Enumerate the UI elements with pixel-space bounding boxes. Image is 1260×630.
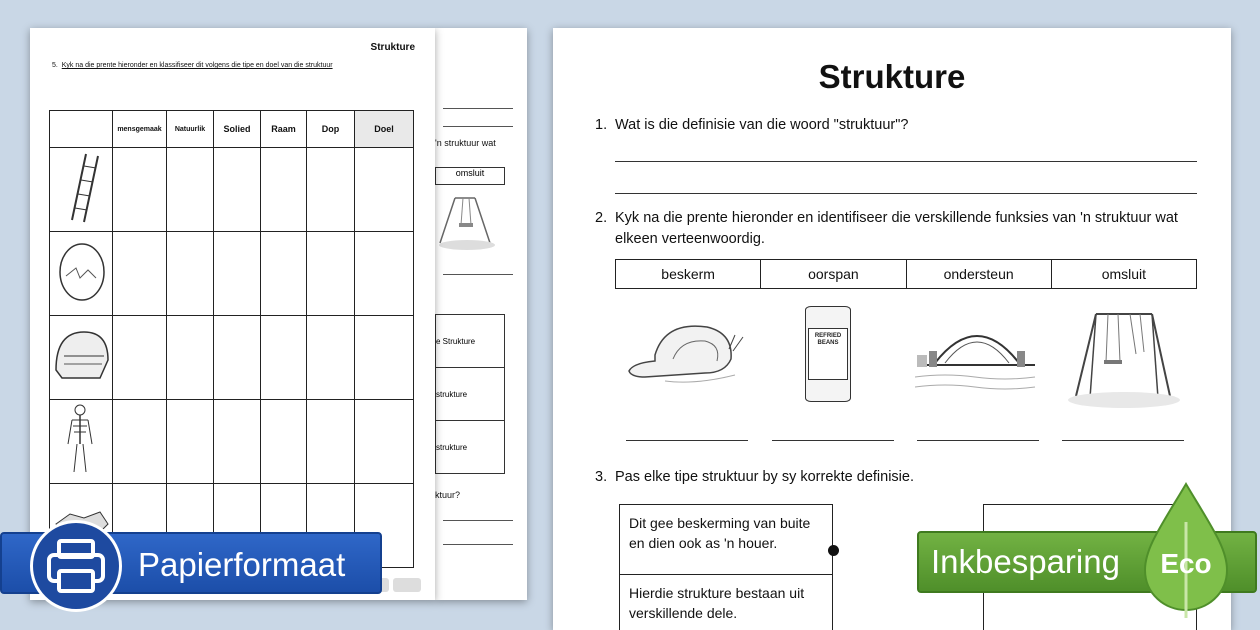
eco-label: Eco (1160, 548, 1212, 579)
answer-line (443, 274, 513, 275)
question-text: Wat is die definisie van die woord "struktuur"? (615, 117, 909, 133)
harbour-bridge-image (915, 303, 1040, 408)
paper-size-label: Papierformaat (138, 546, 346, 583)
answer-line (1062, 440, 1184, 441)
header-cell: Solied (214, 111, 261, 148)
table-row (50, 232, 414, 316)
question-text: Pas elke tipe struktuur by sy korrekte definisie. (615, 469, 914, 485)
answer-line (443, 108, 513, 109)
header-cell: Natuurlik (167, 111, 214, 148)
ink-saving-label: Inkbesparing (931, 543, 1120, 580)
skeleton-image (50, 400, 113, 484)
question-5 (52, 62, 333, 69)
function-cell-ondersteun: ondersteun (907, 260, 1052, 288)
function-cell-oorspan: oorspan (761, 260, 906, 288)
back-worksheet-page (435, 28, 527, 600)
back-table-row: e Strukture (436, 315, 504, 368)
bean-can-image (805, 306, 851, 402)
back-function-box: omsluit (435, 167, 505, 185)
ladder-image (50, 148, 113, 232)
function-cell-omsluit: omsluit (1101, 266, 1147, 282)
header-cell: Dop (307, 111, 355, 148)
worksheet-title: Strukture (818, 58, 966, 95)
question-2 (595, 208, 1205, 250)
table-row (50, 148, 414, 232)
answer-line (626, 440, 748, 441)
definition-cell: Hierdie strukture bestaan uit verskillende dele. (629, 585, 805, 621)
answer-line (443, 520, 513, 521)
swing-set-image (1060, 306, 1185, 411)
question-3 (595, 467, 914, 488)
answer-line (443, 544, 513, 545)
header-cell: mensgemaak (113, 111, 167, 148)
eco-leaf-icon (1141, 482, 1231, 620)
header-empty-cell (50, 111, 113, 148)
answer-line (917, 440, 1039, 441)
printer-icon (30, 520, 122, 612)
answer-line (772, 440, 894, 441)
answer-line (615, 161, 1197, 162)
back-table (435, 314, 505, 474)
question-text: Kyk na die prente hieronder en identifiseer die verskillende funksies van 'n struktuur wat elkeen verteenwoordig. (615, 210, 1178, 247)
helmet-image (50, 316, 113, 400)
swing-image (435, 193, 505, 253)
sheet-title: Strukture (370, 42, 415, 53)
snail-image (625, 303, 750, 408)
paper-size-badge (0, 532, 382, 594)
functions-table (615, 259, 1197, 289)
matching-dot (828, 545, 839, 556)
egg-image (50, 232, 113, 316)
function-cell-beskerm: beskerm (616, 260, 761, 288)
answer-line (615, 193, 1197, 194)
question-number: 5. (52, 62, 58, 69)
definition-cell: Dit gee beskerming van buite en dien ook as 'n houer. (620, 505, 832, 575)
header-cell: Raam (261, 111, 307, 148)
question-number: 3. (595, 469, 608, 485)
question-text: Kyk na die prente hieronder en klassifiseer dit volgens die tipe en doel van die struktuur (61, 62, 333, 69)
question-number: 1. (595, 117, 608, 133)
question-number: 2. (595, 210, 608, 226)
back-text: 'n struktuur wat (435, 138, 496, 148)
back-table-row: strukture (436, 443, 468, 452)
back-table-row: strukture (436, 368, 504, 421)
table-header-row (50, 111, 414, 148)
table-row (50, 400, 414, 484)
definitions-box (619, 504, 833, 630)
question-1 (595, 115, 908, 136)
answer-line (443, 126, 513, 127)
header-cell: Doel (355, 111, 414, 148)
can-label: REFRIED BEANS (808, 328, 848, 380)
table-row (50, 316, 414, 400)
classification-worksheet-page (30, 28, 435, 600)
back-text: ktuur? (435, 490, 461, 500)
classification-table (49, 110, 414, 568)
